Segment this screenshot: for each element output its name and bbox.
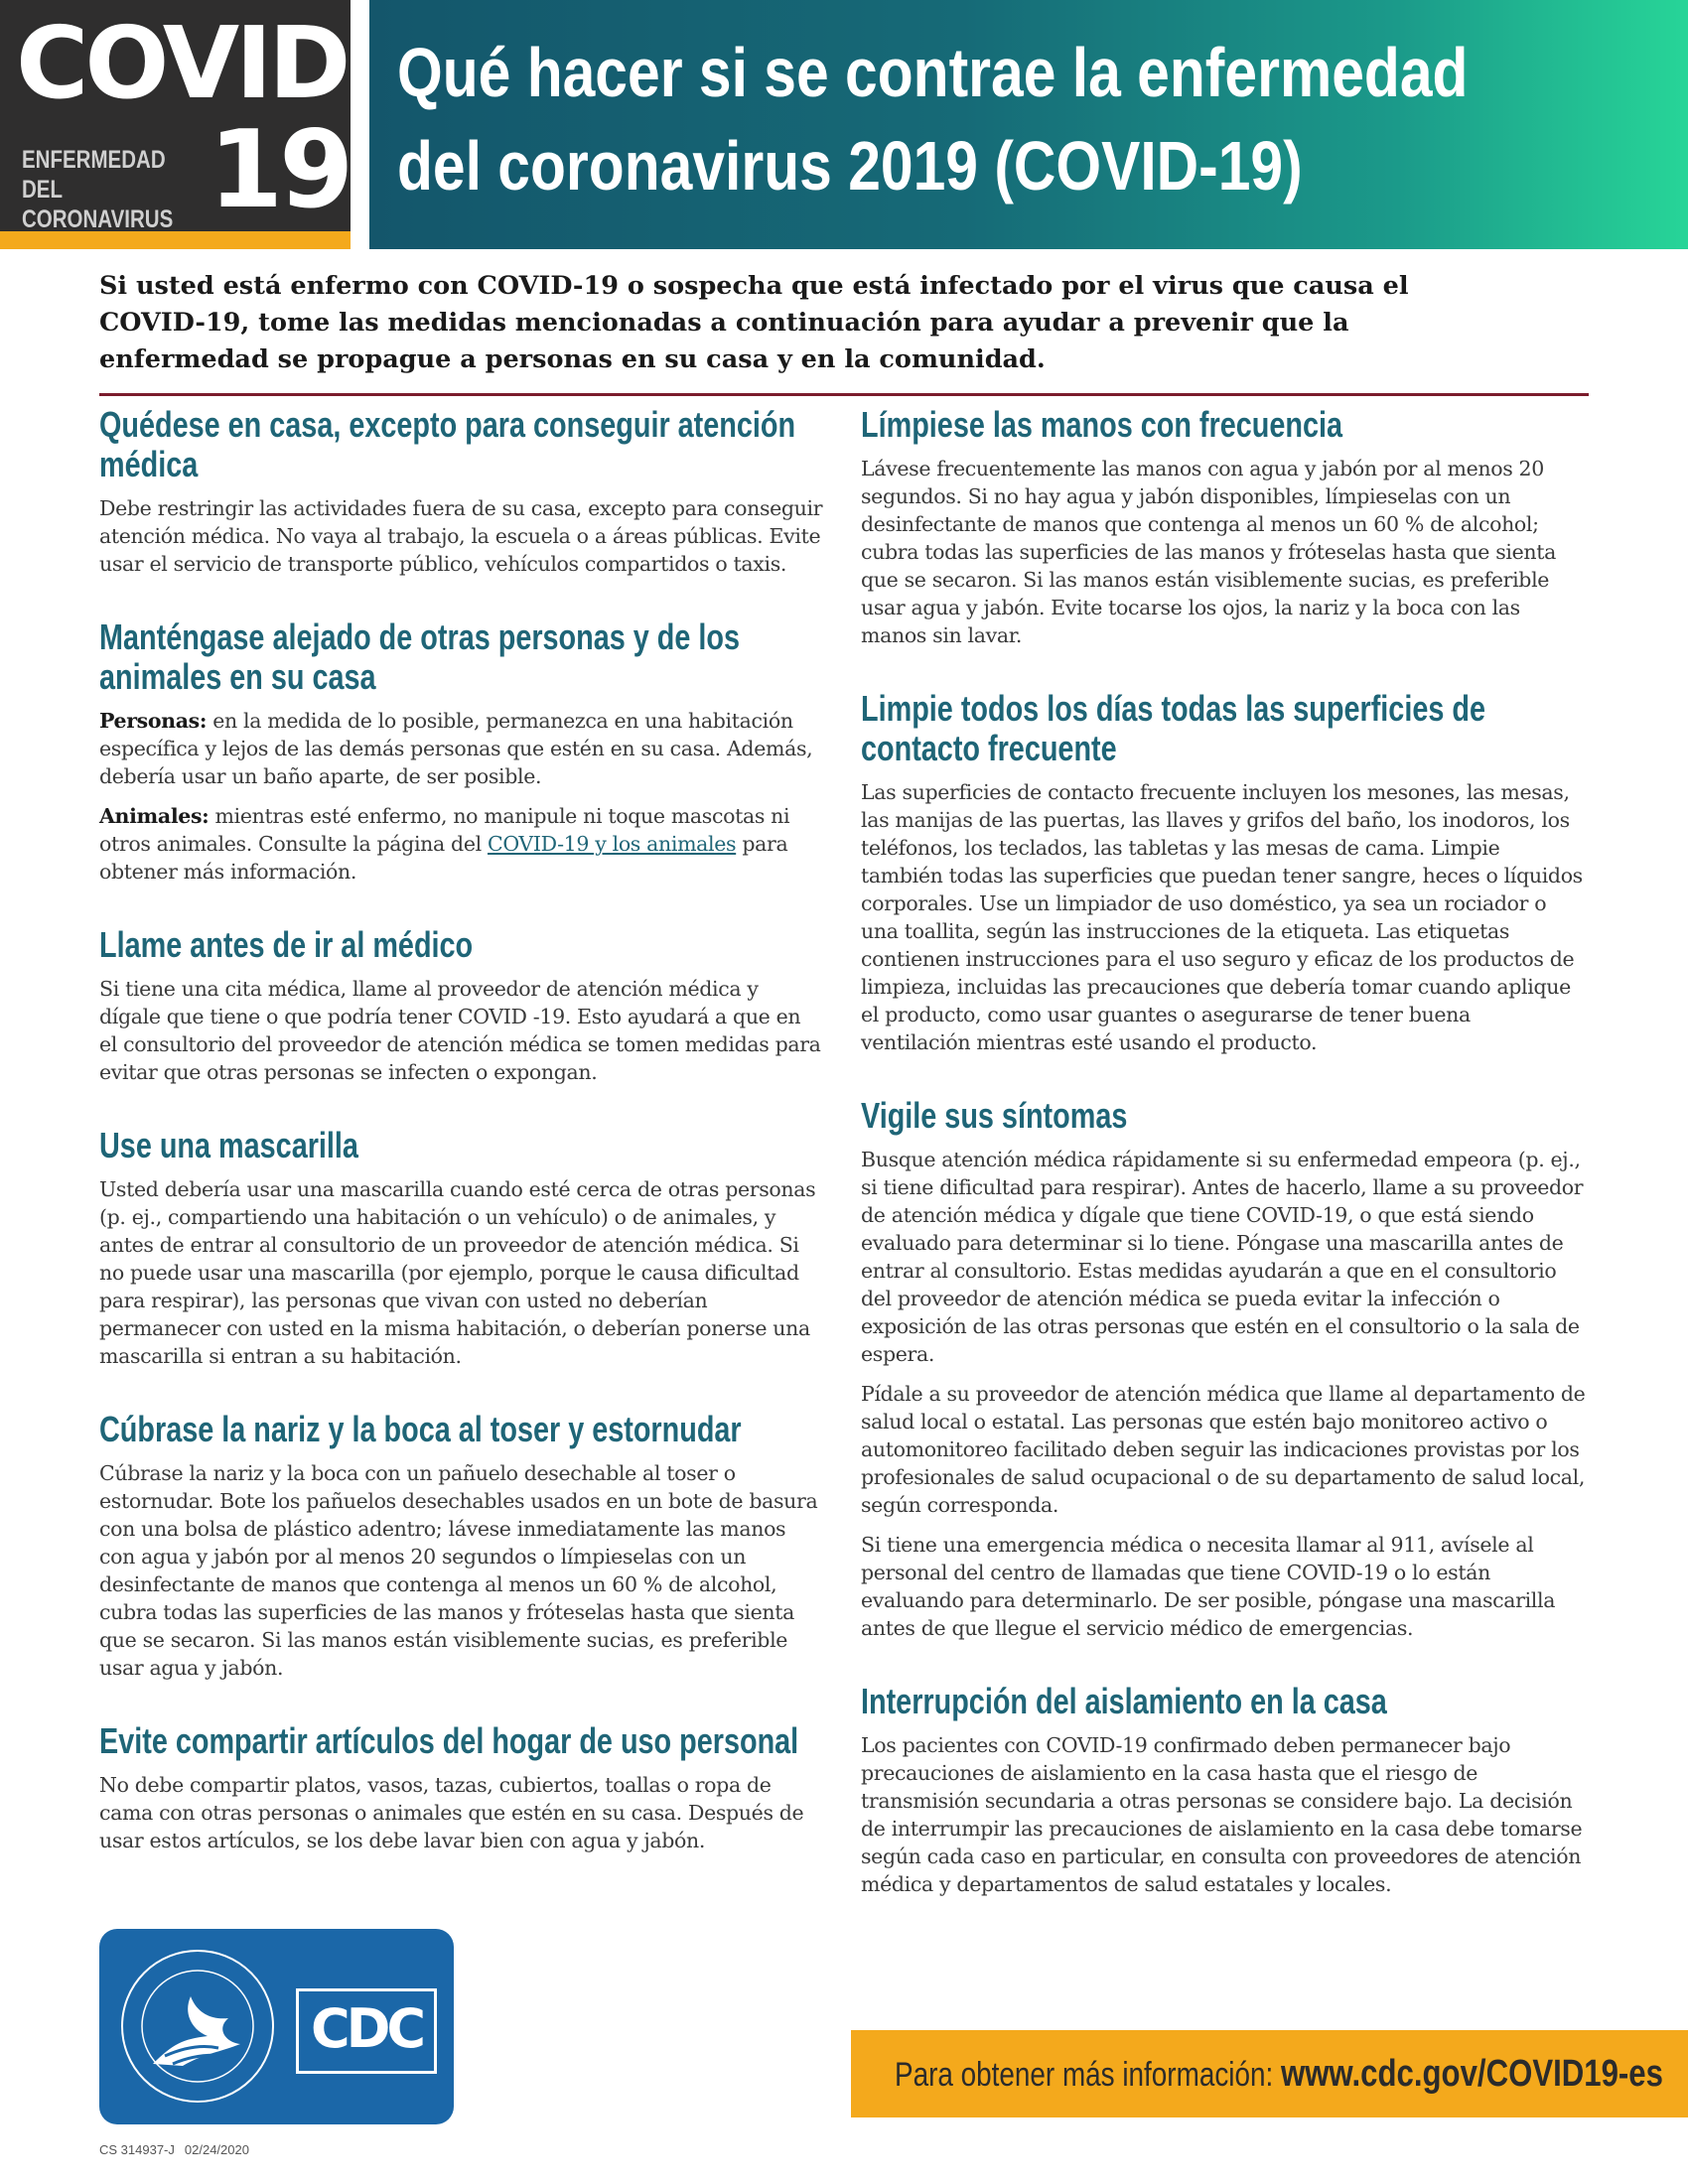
personas-text: en la medida de lo posible, permanezca en una habitación específica y lejos de las demás personas que estén en su casa. Además, debería usar un baño aparte, de ser posible.: [99, 709, 813, 788]
section-facemask: [99, 1126, 824, 1370]
section-heading: Use una mascarilla: [99, 1125, 358, 1165]
section-paragraph: Si tiene una cita médica, llame al proveedor de atención médica y dígale que tiene o que podría tener COVID -19. Esto ayudará a que en el consultorio del proveedor de atención médica se tomen medidas para evitar que otras personas se infecten o expongan.: [99, 977, 821, 1084]
section-clean-surfaces: [861, 689, 1586, 1056]
page-title-line-2: del coronavirus 2019 (COVID-19): [397, 127, 1303, 205]
hhs-seal-icon: [113, 1945, 282, 2109]
section-paragraph: No debe compartir platos, vasos, tazas, cubiertos, toallas o ropa de cama con otras personas o animales que estén en su casa. Después de usar estos artículos, se los debe lavar bien con agua y jabón.: [99, 1773, 804, 1852]
brand-covid-text: COVID: [16, 5, 348, 121]
title-banner: [369, 0, 1688, 249]
hhs-cdc-logo-panel: [99, 1929, 454, 2124]
section-heading: Cúbrase la nariz y la boca al toser y estornudar: [99, 1409, 742, 1449]
covid19-brand-logo: [0, 0, 351, 231]
section-paragraph: Cúbrase la nariz y la boca con un pañuelo desechable al toser o estornudar. Bote los pañuelos desechables usados en un bote de basura con una bolsa de plástico adentro; lávese inmediatamente las manos con agua y jabón por al menos 20 segundos o límpieselas con un desinfectante de manos que contenga al menos un 60 % de alcohol, cubra todas las superficies de las manos y fróteselas hasta que sienta que se secaron. Si las manos están visiblemente sucias, es preferible usar agua y jabón.: [99, 1461, 818, 1680]
section-paragraph: Usted debería usar una mascarilla cuando esté cerca de otras personas (p. ej., compartiendo una habitación o un vehículo) o de animales, y antes de entrar al consultorio de un proveedor de atención médica. Si no puede usar una mascarilla (por ejemplo, porque le causa dificultad para respirar), las personas que vivan con usted no deberían permanecer con usted en la misma habitación, o deberían ponerse una mascarilla si entran a su habitación.: [99, 1177, 816, 1368]
animales-text-b: para obtener más información.: [99, 832, 788, 884]
info-url-link[interactable]: www.cdc.gov/COVID19-es: [1280, 2053, 1663, 2095]
info-label: Para obtener más información:: [895, 2056, 1281, 2094]
section-heading: Límpiese las manos con frecuencia: [861, 404, 1342, 445]
section-paragraph: Debe restringir las actividades fuera de su casa, excepto para conseguir atención médica. No vaya al trabajo, la escuela o a áreas públicas. Evite usar el servicio de transporte público, vehículos compartidos o taxis.: [99, 496, 823, 576]
section-stay-home: [99, 405, 824, 578]
doc-code-number: CS 314937-J: [99, 2142, 175, 2157]
right-column: [861, 405, 1586, 1938]
doc-date: 02/24/2020: [184, 2142, 249, 2157]
section-heading: Interrupción del aislamiento en la casa: [861, 1681, 1387, 1721]
label-animales: Animales:: [99, 804, 210, 828]
section-clean-hands: [861, 405, 1586, 649]
animales-text-a: mientras esté enfermo, no manipule ni toque mascotas ni otros animales. Consulte la página del: [99, 804, 790, 856]
cdc-logo-text: CDC: [310, 1997, 423, 2060]
section-paragraph: Lávese frecuentemente las manos con agua y jabón por al menos 20 segundos. Si no hay agua y jabón disponibles, límpieselas con un desinfectante de manos que contenga al menos un 60 % de alcohol; cubra todas las superficies de las manos y fróteselas hasta que sienta que se secaron. Si las manos están visiblemente sucias, es preferible usar agua y jabón. Evite tocarse los ojos, la nariz y la boca con las manos sin lavar.: [861, 457, 1557, 647]
section-heading: Limpie todos los días todas las superficies de contacto frecuente: [861, 688, 1485, 768]
section-paragraph: Las superficies de contacto frecuente incluyen los mesones, las mesas, las manijas de las puertas, las llaves y grifos del baño, los inodoros, los teléfonos, los teclados, las tabletas y las mesas de cama. Limpie también todas las superficies que puedan tener sangre, heces o líquidos corporales. Use un limpiador de uso doméstico, ya sea un rociador o una toallita, según las instrucciones de la etiqueta. Las etiquetas contienen instrucciones para el uso seguro y eficaz de los productos de limpieza, incluidas las precauciones que debería tomar cuando aplique el producto, como usar guantes o asegurarse de tener buena ventilación mientras esté usando el producto.: [861, 780, 1583, 1054]
section-paragraph: Busque atención médica rápidamente si su enfermedad empeora (p. ej., si tiene dificultad para respirar). Antes de hacerlo, llame a su proveedor de atención médica y dígale que tiene COVID-19, o que está siendo evaluado para determinar si lo tiene. Póngase una mascarilla antes de entrar al consultorio. Estas medidas ayudarán a que en el consultorio del proveedor de atención médica se pueda evitar la infección o exposición de las otras personas que estén en el consultorio o la sala de espera.: [861, 1148, 1584, 1366]
intro-paragraph: Si usted está enfermo con COVID-19 o sospecha que está infectado por el virus que causa el COVID-19, tome las medidas mencionadas a continuación para ayudar a prevenir que la enfermedad se propague a personas en su casa y en la comunidad.: [99, 271, 1409, 374]
section-separate: [99, 617, 824, 886]
section-heading: Quédese en casa, excepto para conseguir atención médica: [99, 404, 796, 484]
label-personas: Personas:: [99, 709, 208, 733]
section-heading: Llame antes de ir al médico: [99, 924, 474, 965]
brand-accent-bar: [0, 231, 351, 249]
covid-animals-link[interactable]: COVID-19 y los animales: [487, 832, 737, 856]
divider: [99, 393, 1589, 396]
page-title-line-1: Qué hacer si se contrae la enfermedad: [397, 34, 1469, 111]
section-monitor-symptoms: [861, 1096, 1586, 1642]
section-heading: Manténgase alejado de otras personas y de los animales en su casa: [99, 616, 741, 697]
section-call-ahead: [99, 925, 824, 1086]
section-heading: Vigile sus síntomas: [861, 1095, 1128, 1136]
brand-number: 19: [209, 108, 351, 231]
section-paragraph: [99, 707, 824, 790]
info-text: [895, 2052, 1663, 2097]
section-paragraph: Pídale a su proveedor de atención médica que llame al departamento de salud local o estatal. Las personas que estén bajo monitoreo activo o automonitoreo facilitado deben seguir las indicaciones provistas por los profesionales de salud ocupacional o de su departamento de salud local, según corresponda.: [861, 1382, 1586, 1517]
section-paragraph: Si tiene una emergencia médica o necesita llamar al 911, avísele al personal del centro de llamadas que tiene COVID-19 o lo están evaluando para determinarlo. De ser posible, póngase una mascarilla antes de que llegue el servicio médico de emergencias.: [861, 1533, 1556, 1640]
section-discontinue-isolation: [861, 1682, 1586, 1898]
info-banner: [851, 2030, 1688, 2117]
section-heading: Evite compartir artículos del hogar de uso personal: [99, 1720, 799, 1761]
section-cover-cough: [99, 1410, 824, 1682]
section-paragraph: Los pacientes con COVID-19 confirmado deben permanecer bajo precauciones de aislamiento en la casa hasta que el riesgo de transmisión secundaria a otras personas se considere bajo. La decisión de interrumpir las precauciones de aislamiento en la casa debe tomarse según cada caso en particular, en consulta con proveedores de atención médica y departamentos de salud estatales y locales.: [861, 1733, 1583, 1896]
cdc-logo-icon: [296, 1988, 437, 2074]
brand-subtitle: ENFERMEDAD DEL CORONAVIRUS: [22, 146, 174, 231]
document-code: [99, 2142, 259, 2157]
section-paragraph: [99, 802, 824, 886]
section-avoid-sharing: [99, 1721, 824, 1854]
left-column: [99, 405, 824, 1894]
page-title: [397, 26, 1481, 212]
